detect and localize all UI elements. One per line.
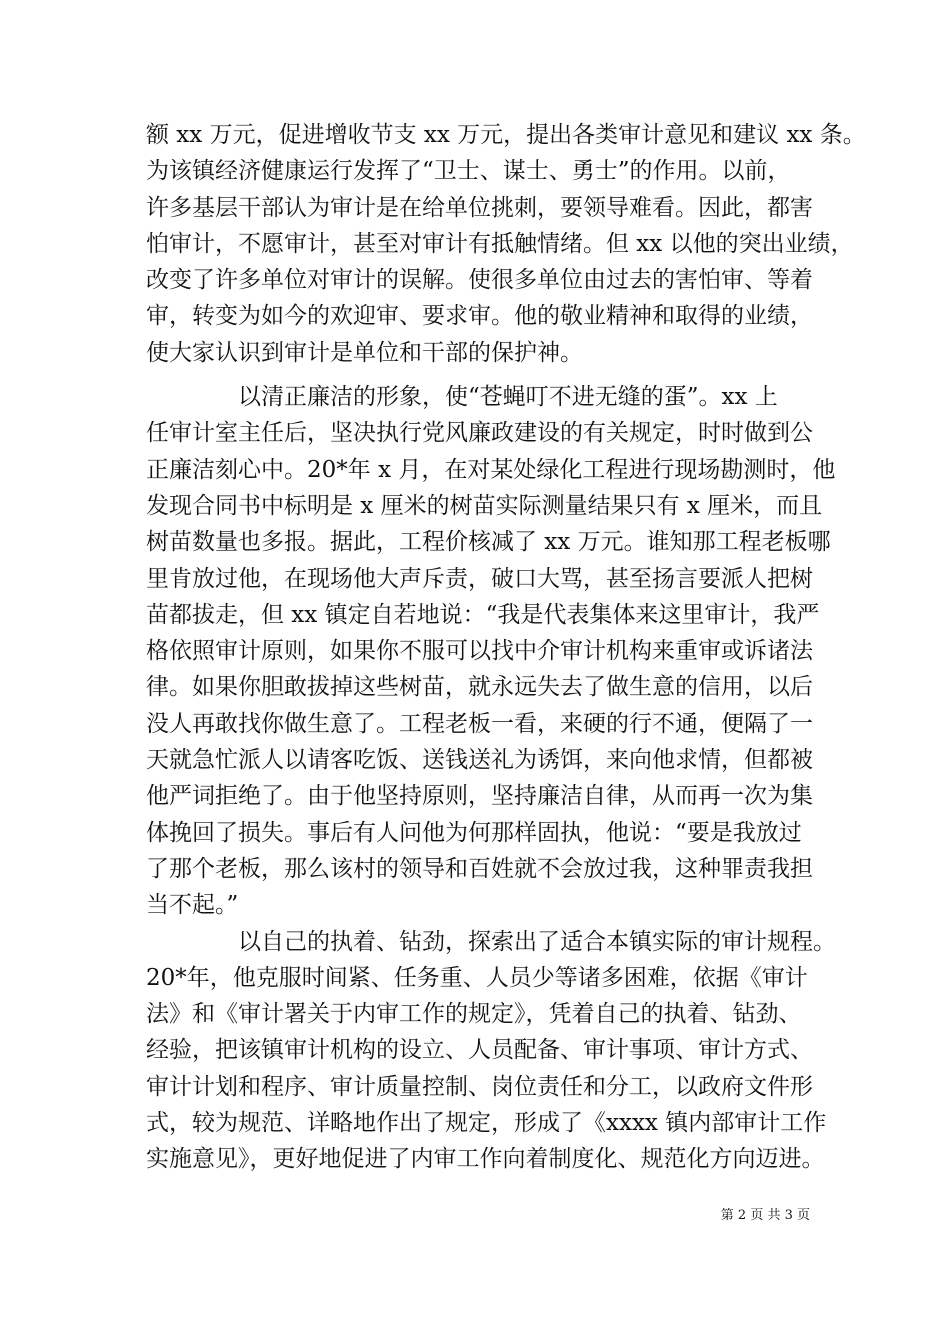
paragraph-line: 改变了许多单位对审计的误解。使很多单位由过去的害怕审、等着 xyxy=(146,267,813,294)
paragraph-line: 当不起。” xyxy=(146,892,239,919)
paragraph-line: 以清正廉洁的形象，使“苍蝇叮不进无缝的蛋”。xx 上 xyxy=(238,384,778,411)
page-number-footer: 第 2 页 共 3 页 xyxy=(720,1208,810,1223)
paragraph-2 xyxy=(146,379,836,923)
paragraph-line: 以自己的执着、钻劲，探索出了适合本镇实际的审计规程。 xyxy=(238,928,836,955)
paragraph-line: 格依照审计原则，如果你不服可以找中介审计机构来重审或诉诸法 xyxy=(146,638,813,665)
paragraph-line: 没人再敢找你做生意了。工程老板一看，来硬的行不通，便隔了一 xyxy=(146,710,813,737)
paragraph-line: 审计计划和程序、审计质量控制、岗位责任和分工，以政府文件形 xyxy=(146,1073,813,1100)
paragraph-line: 法》和《审计署关于内审工作的规定》，凭着自己的执着、钻劲、 xyxy=(146,1001,802,1028)
document-body xyxy=(146,117,866,1178)
paragraph-spacer xyxy=(146,371,826,379)
paragraph-line: 许多基层干部认为审计是在给单位挑刺，要领导难看。因此，都害 xyxy=(146,194,813,221)
paragraph-1 xyxy=(146,117,866,371)
paragraph-line: 他严词拒绝了。由于他坚持原则，坚持廉洁自律，从而再一次为集 xyxy=(146,783,813,810)
paragraph-line: 20*年，他克服时间紧、任务重、人员少等诸多困难，依据《审计 xyxy=(146,964,808,991)
paragraph-line: 苗都拔走，但 xx 镇定自若地说：“我是代表集体来这里审计，我严 xyxy=(146,601,820,628)
paragraph-line: 发现合同书中标明是 x 厘米的树苗实际测量结果只有 x 厘米，而且 xyxy=(146,492,823,519)
paragraph-line: 审，转变为如今的欢迎审、要求审。他的敬业精神和取得的业绩， xyxy=(146,303,813,330)
paragraph-line: 为该镇经济健康运行发挥了“卫士、谋士、勇士”的作用。以前， xyxy=(146,158,791,185)
paragraph-line: 体挽回了损失。事后有人问他为何那样固执，他说：“要是我放过 xyxy=(146,819,802,846)
paragraph-line: 额 xx 万元，促进增收节支 xx 万元，提出各类审计意见和建议 xx 条。 xyxy=(146,122,866,148)
paragraph-3 xyxy=(146,924,836,1178)
paragraph-line: 律。如果你胆敢拔掉这些树苗，就永远失去了做生意的信用，以后 xyxy=(146,674,813,701)
paragraph-line: 任审计室主任后，坚决执行党风廉政建设的有关规定，时时做到公 xyxy=(146,420,813,447)
paragraph-line: 式，较为规范、详略地作出了规定，形成了《xxxx 镇内部审计工作 xyxy=(146,1110,827,1137)
paragraph-line: 经验，把该镇审计机构的设立、人员配备、审计事项、审计方式、 xyxy=(146,1037,813,1064)
paragraph-line: 树苗数量也多报。据此，工程价核减了 xx 万元。谁知那工程老板哪 xyxy=(146,529,831,556)
paragraph-line: 了那个老板，那么该村的领导和百姓就不会放过我，这种罪责我担 xyxy=(146,855,813,882)
paragraph-line: 使大家认识到审计是单位和干部的保护神。 xyxy=(146,339,583,366)
paragraph-line: 正廉洁刻心中。20*年 x 月，在对某处绿化工程进行现场勘测时，他 xyxy=(146,456,836,483)
paragraph-line: 里肯放过他，在现场他大声斥责，破口大骂，甚至扬言要派人把树 xyxy=(146,565,813,592)
paragraph-line: 天就急忙派人以请客吃饭、送钱送礼为诱饵，来向他求情，但都被 xyxy=(146,747,813,774)
paragraph-line: 怕审计，不愿审计，甚至对审计有抵触情绪。但 xx 以他的突出业绩， xyxy=(146,230,854,257)
paragraph-line: 实施意见》，更好地促进了内审工作向着制度化、规范化方向迈进。 xyxy=(146,1146,825,1173)
